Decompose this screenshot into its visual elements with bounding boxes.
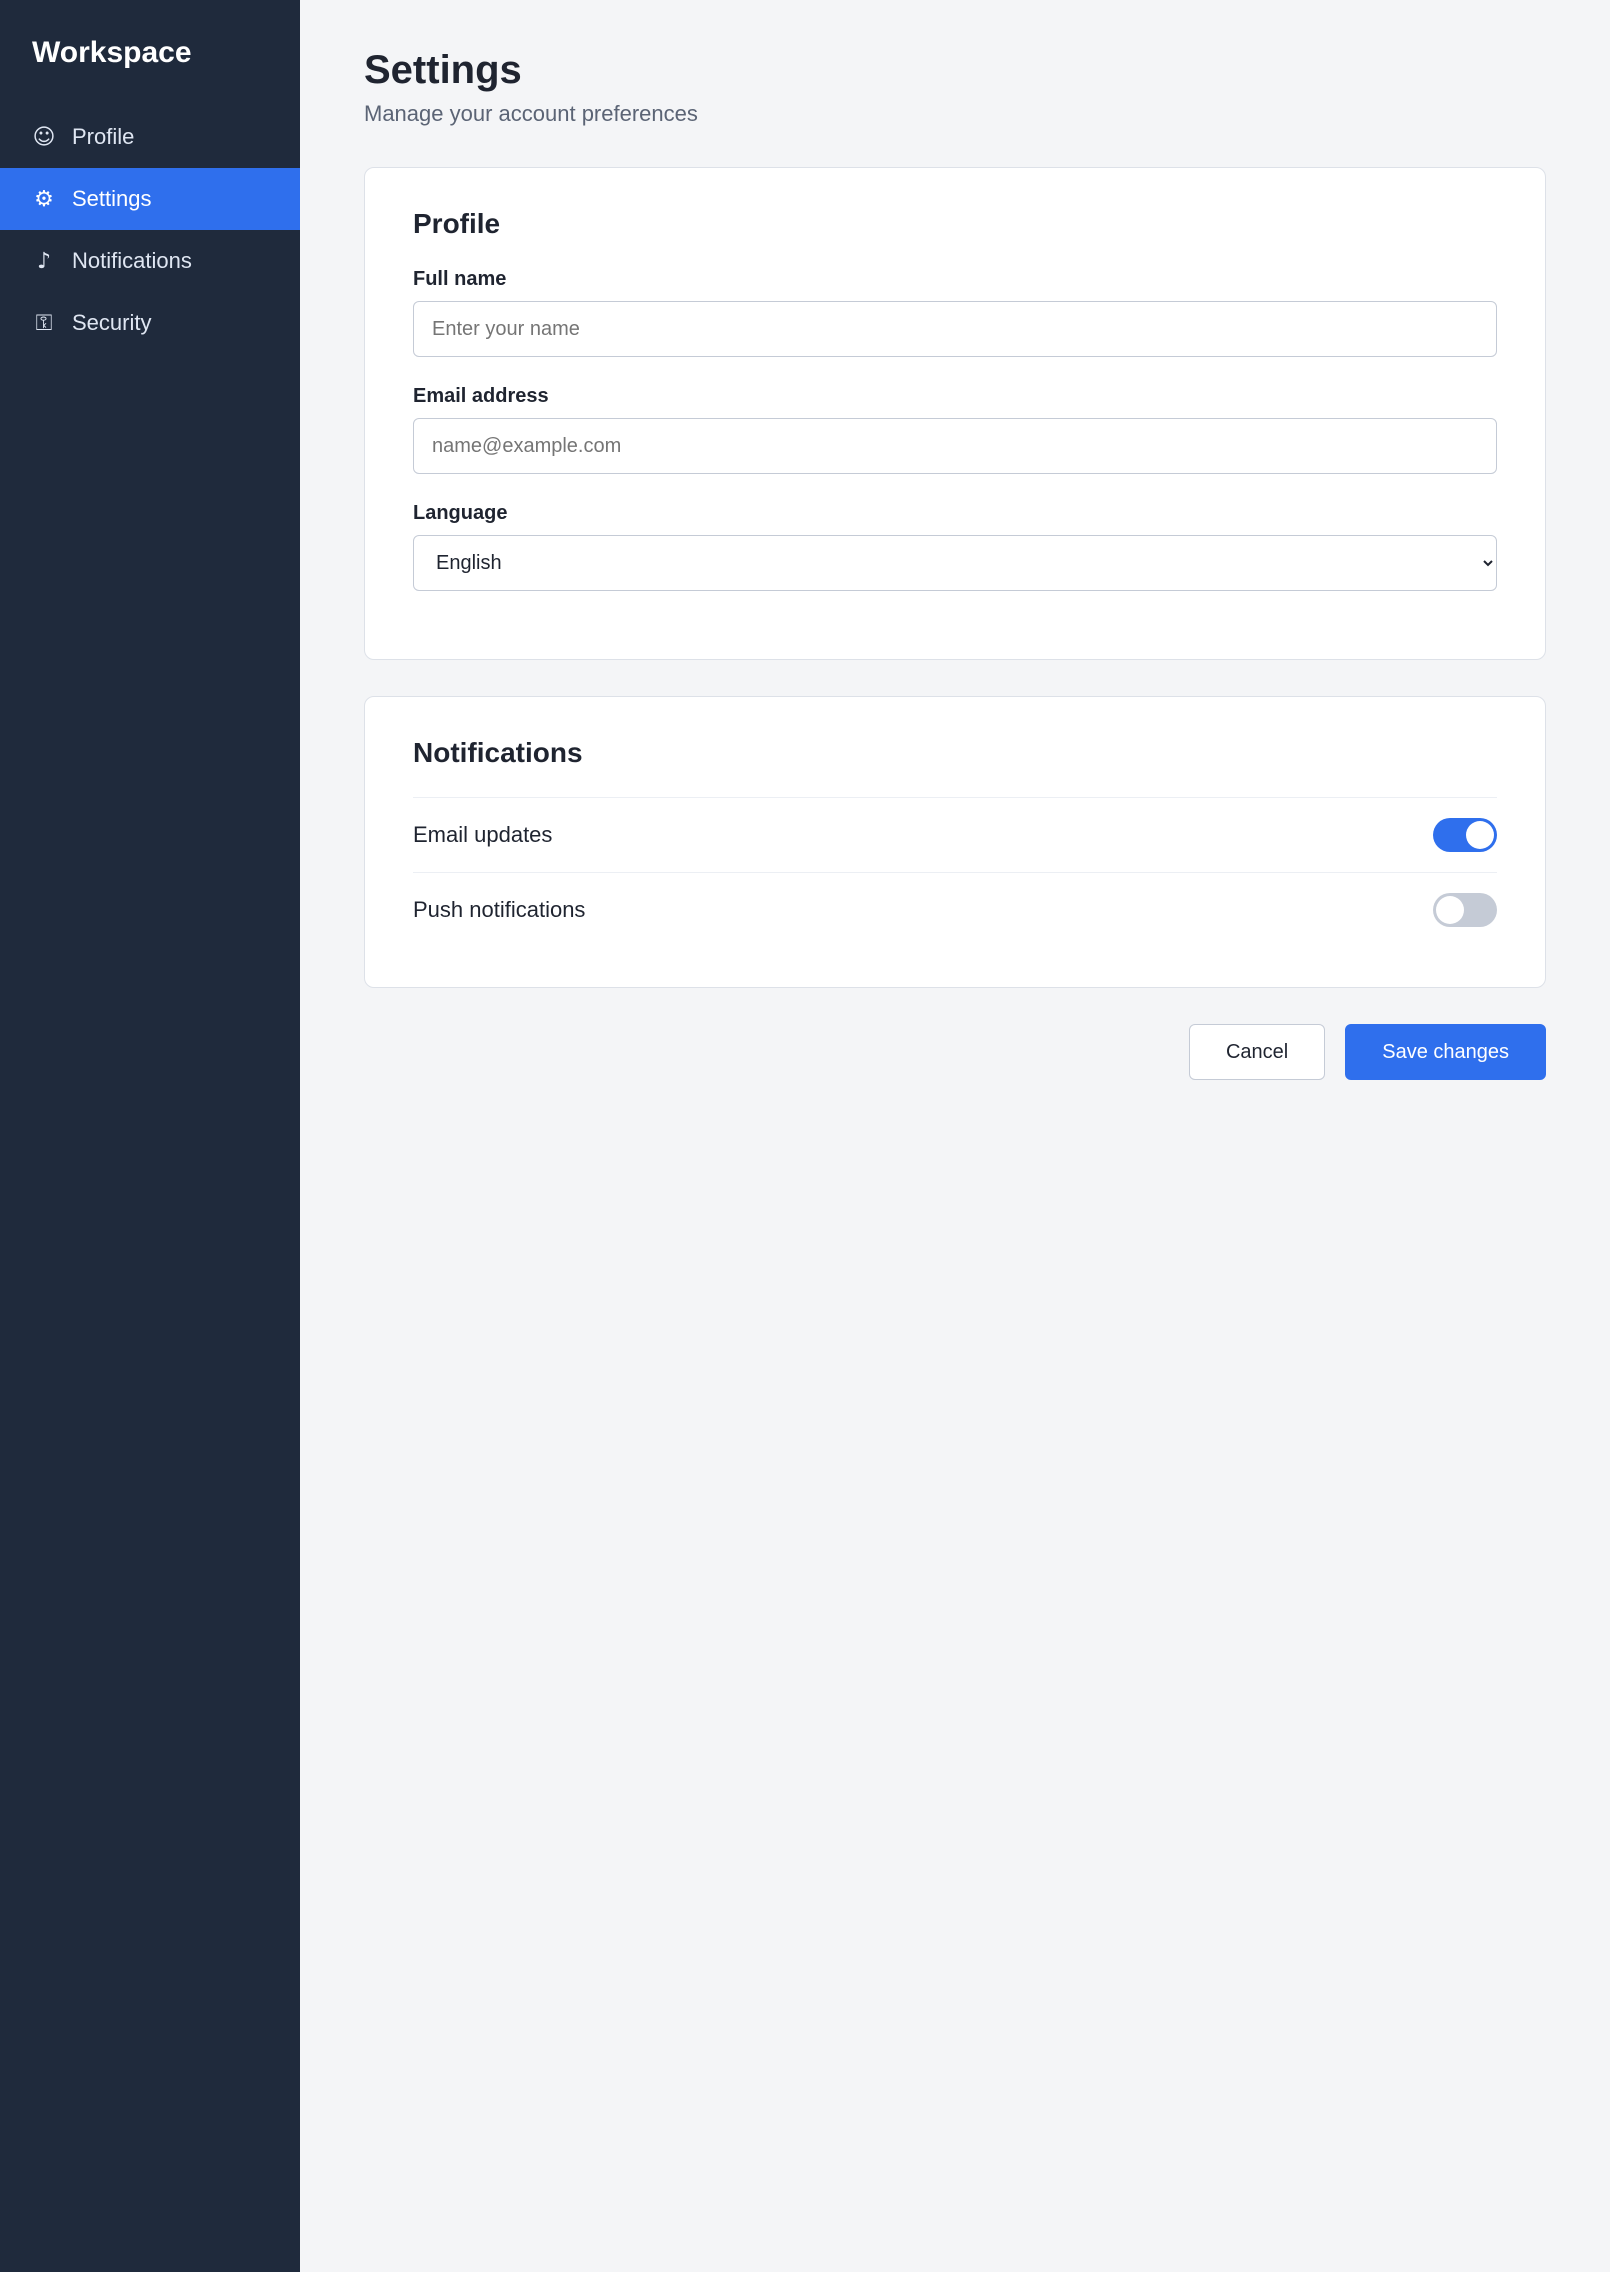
user-icon: ☺	[32, 124, 56, 150]
sidebar-item-security[interactable]	[0, 292, 300, 354]
email-input[interactable]	[413, 418, 1497, 474]
lock-icon: ⚿	[35, 310, 53, 336]
language-field	[413, 502, 1497, 591]
sidebar-item-label: Settings	[72, 186, 152, 211]
bell-icon: ♪	[36, 248, 52, 274]
name-field	[413, 268, 1497, 357]
email-field	[413, 385, 1497, 474]
push-notifications-toggle[interactable]	[1433, 893, 1497, 927]
sidebar	[0, 0, 300, 2272]
page-title: Settings	[364, 48, 522, 92]
toggle-knob	[1466, 821, 1494, 849]
profile-card	[364, 167, 1546, 660]
email-updates-toggle[interactable]	[1433, 818, 1497, 852]
push-notifications-label: Push notifications	[413, 897, 586, 922]
toggle-knob	[1436, 896, 1464, 924]
email-updates-label: Email updates	[413, 822, 553, 847]
name-input[interactable]	[413, 301, 1497, 357]
sidebar-item-notifications[interactable]	[0, 230, 300, 292]
form-actions	[364, 1024, 1546, 1080]
sidebar-item-label: Security	[72, 310, 152, 335]
sidebar-item-label: Profile	[72, 124, 135, 149]
gear-icon: ⚙	[34, 186, 54, 212]
language-select[interactable]	[413, 535, 1497, 591]
page-subtitle: Manage your account preferences	[364, 101, 698, 126]
cancel-button[interactable]: Cancel	[1189, 1024, 1325, 1080]
app-name: Workspace	[32, 36, 192, 69]
sidebar-item-settings[interactable]	[0, 168, 300, 230]
name-label: Full name	[413, 268, 507, 290]
sidebar-item-profile[interactable]	[0, 106, 300, 168]
language-label: Language	[413, 502, 508, 524]
email-label: Email address	[413, 385, 549, 407]
email-updates-row	[413, 797, 1497, 872]
notifications-card-title: Notifications	[413, 737, 583, 768]
profile-card-title: Profile	[413, 208, 501, 239]
save-button[interactable]: Save changes	[1345, 1024, 1546, 1080]
push-notifications-row	[413, 872, 1497, 947]
main-content	[300, 0, 1610, 2272]
notifications-card	[364, 696, 1546, 988]
sidebar-item-label: Notifications	[72, 248, 192, 273]
